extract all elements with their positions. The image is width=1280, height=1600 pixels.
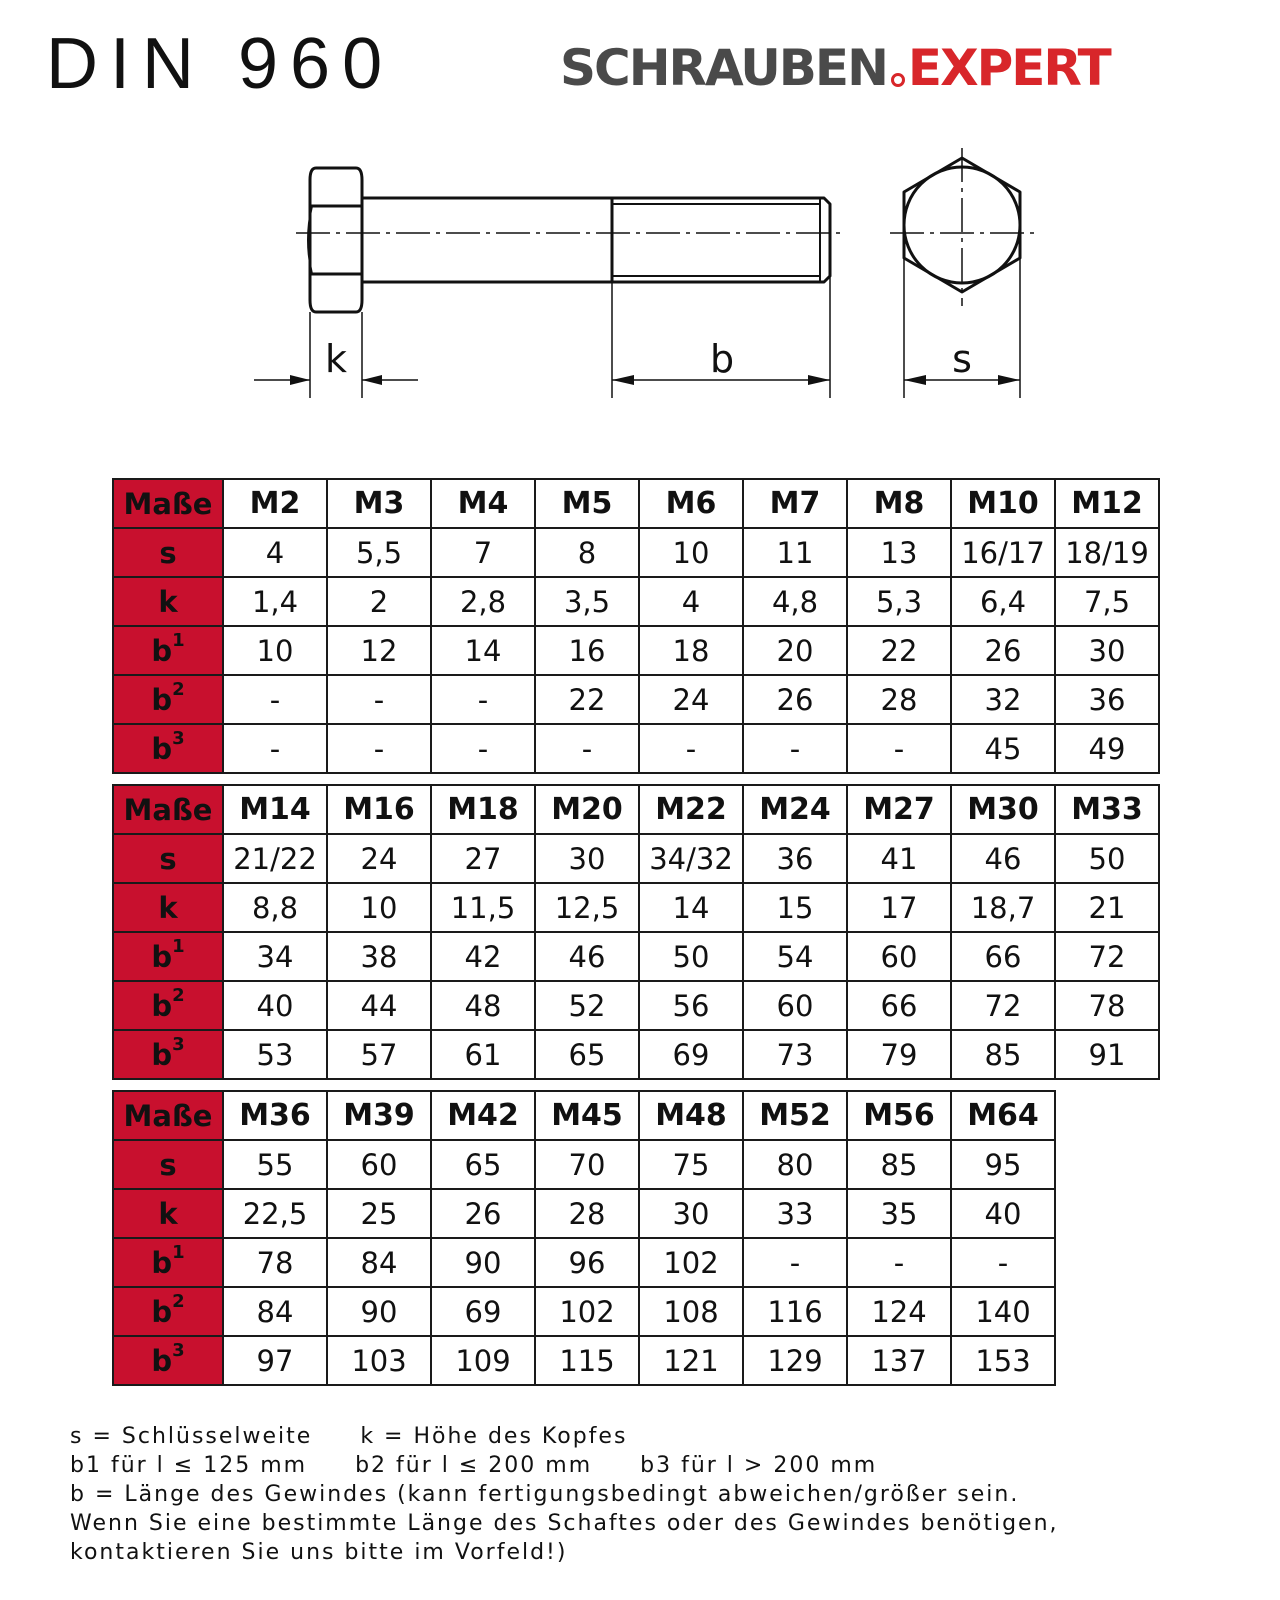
value-cell: 10 xyxy=(639,528,743,577)
value-cell: 24 xyxy=(639,675,743,724)
size-header-cell: M33 xyxy=(1055,785,1159,834)
value-cell: 56 xyxy=(639,981,743,1030)
value-cell: 66 xyxy=(951,932,1055,981)
row-label: s xyxy=(159,1147,177,1182)
value-cell: 42 xyxy=(431,932,535,981)
value-cell: 8 xyxy=(535,528,639,577)
value-cell: 40 xyxy=(223,981,327,1030)
value-cell: 109 xyxy=(431,1336,535,1385)
row-label: s xyxy=(159,841,177,876)
value-cell: 32 xyxy=(951,675,1055,724)
logo-dot-icon xyxy=(891,73,905,87)
value-cell: 28 xyxy=(535,1189,639,1238)
value-cell: 84 xyxy=(223,1287,327,1336)
value-cell: 12 xyxy=(327,626,431,675)
value-cell: 8,8 xyxy=(223,883,327,932)
value-cell: 1,4 xyxy=(223,577,327,626)
size-header-cell: M10 xyxy=(951,479,1055,528)
value-cell: 26 xyxy=(431,1189,535,1238)
value-cell: 61 xyxy=(431,1030,535,1079)
value-cell: 4,8 xyxy=(743,577,847,626)
value-cell: 78 xyxy=(223,1238,327,1287)
size-header-cell: M27 xyxy=(847,785,951,834)
row-label-cell xyxy=(113,675,223,724)
row-label-superscript: 2 xyxy=(172,1290,185,1312)
value-cell: - xyxy=(847,1238,951,1287)
value-cell: 55 xyxy=(223,1140,327,1189)
value-cell: 50 xyxy=(1055,834,1159,883)
header-label-cell: Maße xyxy=(113,1091,223,1140)
table-row xyxy=(113,1238,1055,1287)
value-cell: 78 xyxy=(1055,981,1159,1030)
table-row xyxy=(113,1140,1055,1189)
size-header-cell: M45 xyxy=(535,1091,639,1140)
note-b-line3: kontaktieren Sie uns bitte im Vorfeld!) xyxy=(70,1540,568,1565)
row-label-superscript: 3 xyxy=(172,727,185,749)
dimension-label-k: k xyxy=(324,337,348,381)
size-header-cell: M64 xyxy=(951,1091,1055,1140)
value-cell: - xyxy=(327,724,431,773)
note-b3-definition: b3 für l > 200 mm xyxy=(640,1453,878,1478)
size-header-cell: M16 xyxy=(327,785,431,834)
size-header-cell: M12 xyxy=(1055,479,1159,528)
value-cell: 18 xyxy=(639,626,743,675)
note-b-line2: Wenn Sie eine bestimmte Länge des Schaftes oder des Gewindes benötigen, xyxy=(70,1511,1059,1536)
row-label-superscript: 3 xyxy=(172,1339,185,1361)
size-header-cell: M39 xyxy=(327,1091,431,1140)
row-label: s xyxy=(159,535,177,570)
value-cell: 45 xyxy=(951,724,1055,773)
bolt-head-side xyxy=(310,168,362,312)
dimension-label-s: s xyxy=(952,337,972,381)
value-cell: 85 xyxy=(951,1030,1055,1079)
value-cell: - xyxy=(743,724,847,773)
row-label: b xyxy=(151,633,173,668)
value-cell: 70 xyxy=(535,1140,639,1189)
size-header-cell: M3 xyxy=(327,479,431,528)
size-header-cell: M20 xyxy=(535,785,639,834)
size-header-cell: M30 xyxy=(951,785,1055,834)
row-label-cell xyxy=(113,528,223,577)
row-label-cell xyxy=(113,1030,223,1079)
row-label-cell xyxy=(113,834,223,883)
size-header-cell: M14 xyxy=(223,785,327,834)
value-cell: 20 xyxy=(743,626,847,675)
table-row xyxy=(113,932,1159,981)
value-cell: 69 xyxy=(431,1287,535,1336)
note-s-definition: s = Schlüsselweite xyxy=(70,1424,313,1449)
row-label: b xyxy=(151,1294,173,1329)
value-cell: 79 xyxy=(847,1030,951,1079)
value-cell: 38 xyxy=(327,932,431,981)
value-cell: 33 xyxy=(743,1189,847,1238)
note-b1-definition: b1 für l ≤ 125 mm xyxy=(70,1453,308,1478)
value-cell: 21/22 xyxy=(223,834,327,883)
row-label-cell xyxy=(113,1238,223,1287)
table-row xyxy=(113,834,1159,883)
value-cell: 97 xyxy=(223,1336,327,1385)
note-b-line1: b = Länge des Gewindes (kann fertigungsbedingt abweichen/größer sein. xyxy=(70,1482,1020,1507)
value-cell: 129 xyxy=(743,1336,847,1385)
size-header-cell: M8 xyxy=(847,479,951,528)
value-cell: - xyxy=(639,724,743,773)
row-label-superscript: 1 xyxy=(172,935,185,957)
value-cell: 12,5 xyxy=(535,883,639,932)
header-label-cell: Maße xyxy=(113,785,223,834)
value-cell: - xyxy=(431,724,535,773)
value-cell: 90 xyxy=(327,1287,431,1336)
logo-text-schrauben: SCHRAUBEN xyxy=(560,39,887,97)
value-cell: - xyxy=(535,724,639,773)
size-header-cell: M7 xyxy=(743,479,847,528)
value-cell: 30 xyxy=(1055,626,1159,675)
value-cell: 34/32 xyxy=(639,834,743,883)
value-cell: 5,3 xyxy=(847,577,951,626)
row-label-cell xyxy=(113,1140,223,1189)
table-row xyxy=(113,528,1159,577)
table-row xyxy=(113,1336,1055,1385)
row-label: b xyxy=(151,731,173,766)
logo-text-expert: EXPERT xyxy=(907,39,1110,97)
row-label: b xyxy=(151,1037,173,1072)
value-cell: 16/17 xyxy=(951,528,1055,577)
value-cell: 65 xyxy=(431,1140,535,1189)
value-cell: 22 xyxy=(535,675,639,724)
table-row xyxy=(113,1287,1055,1336)
value-cell: 46 xyxy=(535,932,639,981)
value-cell: - xyxy=(223,724,327,773)
dimension-table-3 xyxy=(112,1090,1056,1386)
size-header-cell: M56 xyxy=(847,1091,951,1140)
value-cell: 140 xyxy=(951,1287,1055,1336)
row-label-cell xyxy=(113,577,223,626)
value-cell: 57 xyxy=(327,1030,431,1079)
value-cell: 15 xyxy=(743,883,847,932)
value-cell: 65 xyxy=(535,1030,639,1079)
value-cell: 22 xyxy=(847,626,951,675)
value-cell: 72 xyxy=(951,981,1055,1030)
size-header-cell: M52 xyxy=(743,1091,847,1140)
value-cell: 84 xyxy=(327,1238,431,1287)
size-header-cell: M4 xyxy=(431,479,535,528)
table-row xyxy=(113,981,1159,1030)
row-label: b xyxy=(151,939,173,974)
dimension-table-1 xyxy=(112,478,1160,774)
size-header-cell: M24 xyxy=(743,785,847,834)
value-cell: - xyxy=(327,675,431,724)
value-cell: 11 xyxy=(743,528,847,577)
value-cell: 18,7 xyxy=(951,883,1055,932)
value-cell: 75 xyxy=(639,1140,743,1189)
value-cell: 60 xyxy=(327,1140,431,1189)
row-label-cell xyxy=(113,981,223,1030)
note-b2-definition: b2 für l ≤ 200 mm xyxy=(355,1453,593,1478)
value-cell: 153 xyxy=(951,1336,1055,1385)
table-header-row xyxy=(113,1091,1055,1140)
row-label-cell xyxy=(113,1336,223,1385)
size-header-cell: M6 xyxy=(639,479,743,528)
size-header-cell: M22 xyxy=(639,785,743,834)
value-cell: 69 xyxy=(639,1030,743,1079)
value-cell: 53 xyxy=(223,1030,327,1079)
table-header-row xyxy=(113,785,1159,834)
row-label: b xyxy=(151,682,173,717)
value-cell: 6,4 xyxy=(951,577,1055,626)
row-label-superscript: 1 xyxy=(172,1241,185,1263)
row-label-cell xyxy=(113,626,223,675)
row-label-cell xyxy=(113,1287,223,1336)
dimension-label-b: b xyxy=(709,337,735,381)
page-title: DIN 960 xyxy=(46,24,395,104)
bolt-technical-drawing xyxy=(0,140,1280,430)
row-label-cell xyxy=(113,883,223,932)
value-cell: 28 xyxy=(847,675,951,724)
value-cell: 17 xyxy=(847,883,951,932)
value-cell: 2 xyxy=(327,577,431,626)
value-cell: 95 xyxy=(951,1140,1055,1189)
value-cell: - xyxy=(743,1238,847,1287)
value-cell: 7,5 xyxy=(1055,577,1159,626)
size-header-cell: M2 xyxy=(223,479,327,528)
value-cell: 26 xyxy=(743,675,847,724)
value-cell: - xyxy=(431,675,535,724)
value-cell: 60 xyxy=(847,932,951,981)
value-cell: 44 xyxy=(327,981,431,1030)
value-cell: - xyxy=(223,675,327,724)
value-cell: 24 xyxy=(327,834,431,883)
row-label: k xyxy=(158,1196,178,1231)
value-cell: 4 xyxy=(639,577,743,626)
value-cell: 14 xyxy=(639,883,743,932)
table-row xyxy=(113,1030,1159,1079)
row-label: b xyxy=(151,988,173,1023)
value-cell: 60 xyxy=(743,981,847,1030)
value-cell: 96 xyxy=(535,1238,639,1287)
value-cell: 41 xyxy=(847,834,951,883)
table-row xyxy=(113,675,1159,724)
value-cell: 102 xyxy=(535,1287,639,1336)
value-cell: 34 xyxy=(223,932,327,981)
size-header-cell: M48 xyxy=(639,1091,743,1140)
row-label-superscript: 3 xyxy=(172,1033,185,1055)
size-header-cell: M42 xyxy=(431,1091,535,1140)
value-cell: 103 xyxy=(327,1336,431,1385)
value-cell: 14 xyxy=(431,626,535,675)
row-label-superscript: 1 xyxy=(172,629,185,651)
value-cell: - xyxy=(951,1238,1055,1287)
note-k-definition: k = Höhe des Kopfes xyxy=(360,1424,628,1449)
value-cell: 10 xyxy=(327,883,431,932)
value-cell: 13 xyxy=(847,528,951,577)
value-cell: 121 xyxy=(639,1336,743,1385)
value-cell: 40 xyxy=(951,1189,1055,1238)
table-row xyxy=(113,626,1159,675)
value-cell: 52 xyxy=(535,981,639,1030)
row-label: k xyxy=(158,890,178,925)
value-cell: 4 xyxy=(223,528,327,577)
dimension-table-2 xyxy=(112,784,1160,1080)
value-cell: 21 xyxy=(1055,883,1159,932)
value-cell: 25 xyxy=(327,1189,431,1238)
table-row xyxy=(113,883,1159,932)
value-cell: 66 xyxy=(847,981,951,1030)
value-cell: 73 xyxy=(743,1030,847,1079)
value-cell: 54 xyxy=(743,932,847,981)
table-row xyxy=(113,724,1159,773)
value-cell: 85 xyxy=(847,1140,951,1189)
value-cell: 36 xyxy=(743,834,847,883)
value-cell: 26 xyxy=(951,626,1055,675)
value-cell: 18/19 xyxy=(1055,528,1159,577)
value-cell: 80 xyxy=(743,1140,847,1189)
row-label-cell xyxy=(113,932,223,981)
value-cell: - xyxy=(847,724,951,773)
row-label-cell xyxy=(113,724,223,773)
size-header-cell: M18 xyxy=(431,785,535,834)
value-cell: 30 xyxy=(639,1189,743,1238)
value-cell: 90 xyxy=(431,1238,535,1287)
row-label: b xyxy=(151,1245,173,1280)
row-label-superscript: 2 xyxy=(172,678,185,700)
value-cell: 72 xyxy=(1055,932,1159,981)
value-cell: 124 xyxy=(847,1287,951,1336)
size-header-cell: M36 xyxy=(223,1091,327,1140)
notes-legend xyxy=(70,1422,1250,1567)
value-cell: 35 xyxy=(847,1189,951,1238)
value-cell: 16 xyxy=(535,626,639,675)
value-cell: 91 xyxy=(1055,1030,1159,1079)
value-cell: 10 xyxy=(223,626,327,675)
value-cell: 5,5 xyxy=(327,528,431,577)
value-cell: 115 xyxy=(535,1336,639,1385)
row-label-cell xyxy=(113,1189,223,1238)
value-cell: 46 xyxy=(951,834,1055,883)
value-cell: 7 xyxy=(431,528,535,577)
table-header-row xyxy=(113,479,1159,528)
value-cell: 50 xyxy=(639,932,743,981)
row-label: k xyxy=(158,584,178,619)
value-cell: 137 xyxy=(847,1336,951,1385)
value-cell: 36 xyxy=(1055,675,1159,724)
value-cell: 49 xyxy=(1055,724,1159,773)
value-cell: 48 xyxy=(431,981,535,1030)
table-row xyxy=(113,1189,1055,1238)
size-header-cell: M5 xyxy=(535,479,639,528)
value-cell: 116 xyxy=(743,1287,847,1336)
value-cell: 108 xyxy=(639,1287,743,1336)
brand-logo xyxy=(560,38,1240,98)
value-cell: 2,8 xyxy=(431,577,535,626)
value-cell: 11,5 xyxy=(431,883,535,932)
value-cell: 3,5 xyxy=(535,577,639,626)
row-label: b xyxy=(151,1343,173,1378)
value-cell: 22,5 xyxy=(223,1189,327,1238)
table-row xyxy=(113,577,1159,626)
header-label-cell: Maße xyxy=(113,479,223,528)
value-cell: 30 xyxy=(535,834,639,883)
bolt-shank xyxy=(362,198,830,282)
value-cell: 27 xyxy=(431,834,535,883)
row-label-superscript: 2 xyxy=(172,984,185,1006)
value-cell: 102 xyxy=(639,1238,743,1287)
